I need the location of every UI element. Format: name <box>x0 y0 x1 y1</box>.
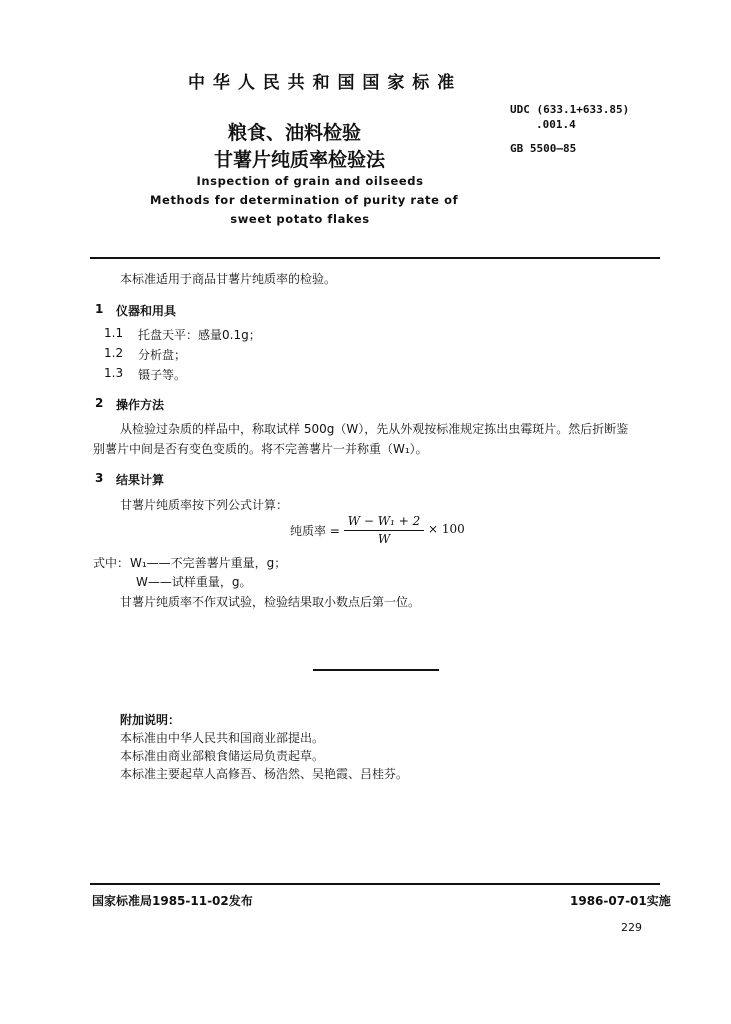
item-1-3-text: 镊子等。 <box>138 368 187 382</box>
english-title-line1: Inspection of grain and oilseeds <box>196 174 424 188</box>
where-prefix: 式中： <box>93 556 130 570</box>
national-standard-title: 中 华 人 民 共 和 国 国 家 标 准 <box>188 73 456 93</box>
section-3-number: 3 <box>95 471 104 485</box>
procedure-paragraph-line1: 从检验过杂质的样品中，称取试样 500g（W），先从外观按标准规定拣出虫霉斑片。然后折断鉴 <box>120 422 629 436</box>
effective-date: 1986-07-01实施 <box>570 894 671 908</box>
result-note: 甘薯片纯质率不作双试验，检验结果取小数点后第一位。 <box>120 595 421 609</box>
english-title-line2: Methods for determination of purity rate of <box>150 193 459 207</box>
document-title-line1: 粮食、油料检验 <box>228 122 362 144</box>
english-title-line3: sweet potato flakes <box>230 212 370 226</box>
formula-numerator: W − W₁ + 2 <box>347 514 421 528</box>
section-1-number: 1 <box>95 302 104 316</box>
scope-statement: 本标准适用于商品甘薯片纯质率的检验。 <box>120 272 337 286</box>
formula-denominator: W <box>377 532 391 546</box>
appendix-title: 附加说明： <box>120 713 181 727</box>
item-1-2-number: 1.2 <box>104 346 124 360</box>
footer-divider <box>90 883 660 885</box>
variable-w1-definition: W₁——不完善薯片重量，g； <box>130 556 287 570</box>
issue-date: 国家标准局1985-11-02发布 <box>92 894 253 908</box>
variable-w-definition: W——试样重量，g。 <box>136 575 252 589</box>
appendix-line-3: 本标准主要起草人高修吾、杨浩然、吴艳霞、吕桂芬。 <box>120 767 409 781</box>
section-1-heading: 仪器和用具 <box>116 304 177 318</box>
item-1-1-number: 1.1 <box>104 326 124 340</box>
item-1-2-text: 分析盘； <box>138 348 187 362</box>
calculation-intro: 甘薯片纯质率按下列公式计算： <box>120 498 289 512</box>
appendix-line-1: 本标准由中华人民共和国商业部提出。 <box>120 731 325 745</box>
document-title-line2: 甘薯片纯质率检验法 <box>214 149 386 171</box>
page-number: 229 <box>621 921 642 934</box>
formula-label: 纯质率 = <box>290 524 340 538</box>
end-of-text-rule <box>313 669 439 671</box>
formula-fraction-bar <box>344 530 424 531</box>
item-1-1-text: 托盘天平：感量0.1g； <box>138 328 261 342</box>
appendix-line-2: 本标准由商业部粮食储运局负责起草。 <box>120 749 325 763</box>
procedure-paragraph-line2: 别薯片中间是否有变色变质的。将不完善薯片一并称重（W₁）。 <box>93 442 428 456</box>
section-2-heading: 操作方法 <box>116 398 165 412</box>
udc-code-line2: .001.4 <box>536 118 576 131</box>
section-3-heading: 结果计算 <box>116 473 165 487</box>
section-2-number: 2 <box>95 396 104 410</box>
gb-number: GB 5500—85 <box>510 142 577 155</box>
udc-code-line1: UDC (633.1+633.85) <box>510 103 630 116</box>
item-1-3-number: 1.3 <box>104 366 124 380</box>
formula-multiplier: × 100 <box>428 522 465 536</box>
header-divider <box>90 257 660 259</box>
